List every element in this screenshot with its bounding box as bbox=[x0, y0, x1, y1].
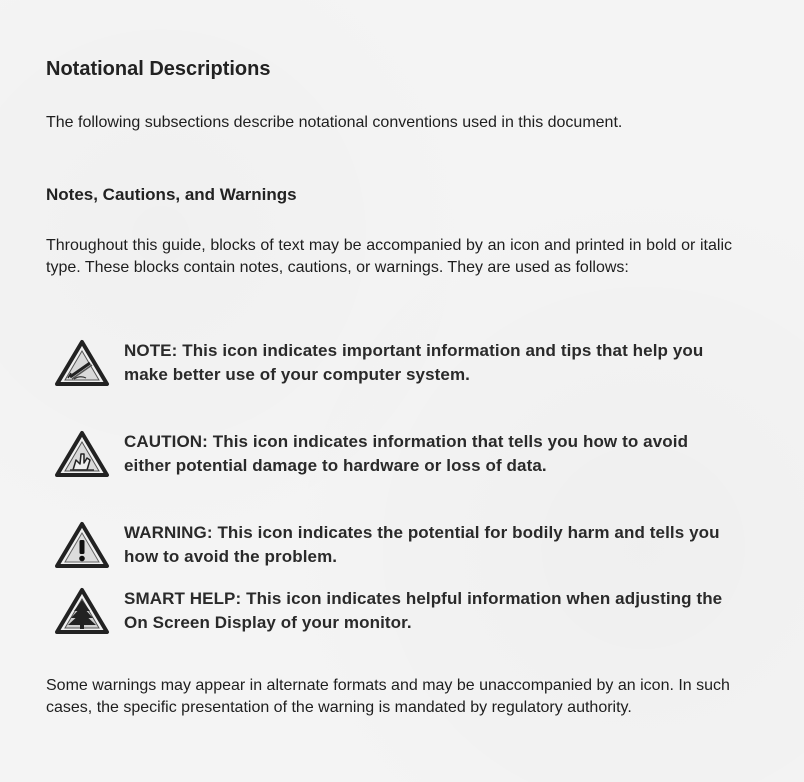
caution-text: CAUTION: This icon indicates information that tells you how to avoid either potential damage to hardware or loss of data. bbox=[124, 432, 689, 475]
warning-text: WARNING: This icon indicates the potential for bodily harm and tells you how to avoid the problem. bbox=[124, 523, 720, 566]
usage-paragraph: Throughout this guide, blocks of text may be accompanied by an icon and printed in bold or italic type. These blocks contain notes, cautions, or warnings. They are used as follows: bbox=[46, 237, 732, 276]
caution-hand-icon bbox=[54, 430, 110, 478]
section-heading: Notes, Cautions, and Warnings bbox=[46, 185, 297, 204]
note-pencil-icon bbox=[54, 339, 110, 387]
warning-exclamation-icon bbox=[54, 521, 110, 569]
smart-help-text: SMART HELP: This icon indicates helpful information when adjusting the On Screen Display of your monitor. bbox=[124, 589, 723, 632]
page-title: Notational Descriptions bbox=[46, 58, 271, 80]
smart-help-tree-icon bbox=[54, 587, 110, 635]
closing-paragraph: Some warnings may appear in alternate formats and may be unaccompanied by an icon. In such cases, the specific presentation of the warning is mandated by regulatory authority. bbox=[46, 677, 730, 716]
intro-paragraph: The following subsections describe notational conventions used in this document. bbox=[46, 114, 623, 131]
note-text: NOTE: This icon indicates important information and tips that help you make better use of your computer system. bbox=[124, 341, 704, 384]
